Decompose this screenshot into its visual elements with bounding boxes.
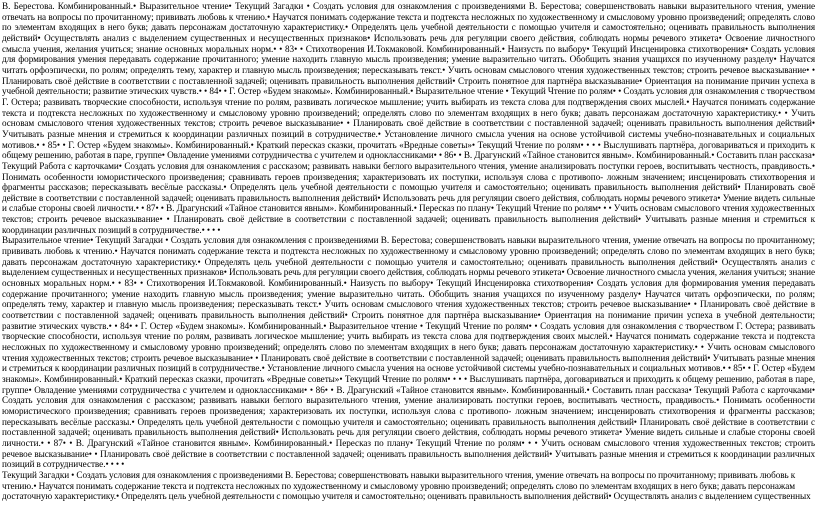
document-paragraph: Текущий Загадки • Создать условия для ознакомления с произведениями В. Берестова; совершенствовать навыки выразительного чтения, умение отвечать на вопросы по прочитанному; прививать любовь к чтению.• Научатся понимать содержание текста и подтекста несложных по художественному и смысловому уровню произведений; определять слово по элементам входящих в него букв; давать персонажам достаточную характеристику.• Определять цель учебной деятельности с помощью учителя и самостоятельно; оценивать правильность выполнения действий• Осуществлять анализ с выделением существенных bbox=[2, 469, 811, 502]
document-paragraph: Выразительное чтение• Текущий Загадки • Создать условия для ознакомления с произведениями В. Берестова; совершенствовать навыки выразительного чтения, умение отвечать на вопросы по прочитанному; прививать любовь к чтению.• Научатся понимать содержание текста и подтекста несложных по художественному и смысловому уровню произведений; определять слово по элементам входящих в него букв; давать персонажам достаточную характеристику.• Определять цель учебной деятельности с помощью учителя и самостоятельно; оценивать правильность выполнения действий• Осуществлять анализ с выделением существенных и несущественных признаков• Использовать речь для регуляции своего действия, соблюдать нормы речевого этикета• Освоение личностного смысла учения, желания учиться; знание основных моральных норм.• • 83• • Стихотворения И.Токмаковой. Комбинированный.• Наизусть по выбору• Текущий Инсценировка стихотворения• Создать условия для формирования умения передавать содержание прочитанного; умение находить главную мысль произведения; умение выразительно читать. Обобщить знания учащихся по изученному разделу• Научатся читать орфоэпически, по ролям; определять тему, характер и главную мысль произведения; пересказывать текст.• Учить основам смыслового чтения художественных текстов; строить речевое высказывание• • Планировать своё действие в соответствии с поставленной задачей; оценивать правильность выполнения действий• Строить понятное для партнёра высказывание• Ориентация на понимание причин успеха в учебной деятельности; развитие этических чувств.• • 84• • Г. Остер «Будем знакомы». Комбинированный.• Выразительное чтение • Текущий Чтение по ролям• • Создать условия для ознакомления с творчеством Г. Остера; развивать творческие способности, используя чтение по ролям, развивать логическое мышление; учить выбирать из текста слова для подтверждения своих мыслей.• Научатся понимать содержание текста и подтекста несложных по художественному и смысловому уровню произведений; определять слово по элементам входящих в него букв; давать персонажам достаточную характеристику.• • Учить основам смыслового чтения художественных текстов; строить речевое высказывание• • Планировать своё действие в соответствии с поставленной задачей; оценивать правильность выполнения действий• Учитывать разные мнения и стремиться к координации различных позиций в сотрудничестве.• Установление личного смысла учения на основе устойчивой системы учебно-познавательных и социальных мотивов.• • 85• • Г. Остер «Будем знакомы». Комбинированный.• Краткий пересказ сказки, прочитать «Вредные советы»• Текущий Чтение по ролям• • • • Выслушивать партнёра, договариваться и приходить к общему решению, работая в паре, группе• Овладение умениями сотрудничества с учителем и одноклассниками• • 86• • В. Драгунский «Тайное становится явным». Комбинированный.• Составить план рассказа• Текущий Работа с карточками• Создать условия для ознакомления с рассказом; развивать навыки беглого выразительного чтения, умение анализировать поступки героев, воспитывать честность, правдивость.• Понимать особенности юмористического произведения; сравнивать героев произведения; характеризовать их поступки, используя слова с противопо- ложным значением; инсценировать стихотворения и фрагменты рассказов; пересказывать весёлые рассказы.• Определять цель учебной деятельности с помощью учителя и самостоятельно; оценивать правильность выполнения действий• Планировать своё действие в соответствии с поставленной задачей; оценивать правильность выполнения действий• Использовать речь для регуляции своего действия, соблюдать нормы речевого этикета• Умение видеть сильные и слабые стороны своей личности.• • 87• • В. Драгунский «Тайное становится явным». Комбинированный.• Пересказ по плану• Текущий Чтение по ролям• • • Учить основам смыслового чтения художественных текстов; строить речевое высказывание• • Планировать своё действие в соответствии с поставленной задачей; оценивать правильность выполнения действий• Учитывать разные мнения и стремиться к координации различных позиций в сотрудничестве.• • • • bbox=[2, 235, 815, 470]
document-paragraph: В. Берестова. Комбинированный.• Выразительное чтение• Текущий Загадки • Создать условия для ознакомления с произведениями В. Берестова; совершенствовать навыки выразительного чтения, умение отвечать на вопросы по прочитанному; прививать любовь к чтению.• Научатся понимать содержание текста и подтекста несложных по художественному и смысловому уровню произведений; определять слово по элементам входящих в него букв; давать персонажам достаточную характеристику.• Определять цель учебной деятельности с помощью учителя и самостоятельно; оценивать правильность выполнения действий• Осуществлять анализ с выделением существенных и несущественных признаков• Использовать речь для регуляции своего действия, соблюдать нормы речевого этикета• Освоение личностного смысла учения, желания учиться; знание основных моральных норм.• • 83• • Стихотворения И.Токмаковой. Комбинированный.• Наизусть по выбору• Текущий Инсценировка стихотворения• Создать условия для формирования умения передавать содержание прочитанного; умение находить главную мысль произведения; умение выразительно читать. Обобщить знания учащихся по изученному разделу• Научатся читать орфоэпически, по ролям; определять тему, характер и главную мысль произведения; пересказывать текст.• Учить основам смыслового чтения художественных текстов; строить речевое высказывание• • Планировать своё действие в соответствии с поставленной задачей; оценивать правильность выполнения действий• Строить понятное для партнёра высказывание• Ориентация на понимание причин успеха в учебной деятельности; развитие этических чувств.• • 84• • Г. Остер «Будем знакомы». Комбинированный.• Выразительное чтение • Текущий Чтение по ролям• • Создать условия для ознакомления с творчеством Г. Остера; развивать творческие способности, используя чтение по ролям, развивать логическое мышление; учить выбирать из текста слова для подтверждения своих мыслей.• Научатся понимать содержание текста и подтекста несложных по художественному и смысловому уровню произведений; определять слово по элементам входящих в него букв; давать персонажам достаточную характеристику.• • Учить основам смыслового чтения художественных текстов; строить речевое высказывание• • Планировать своё действие в соответствии с поставленной задачей; оценивать правильность выполнения действий• Учитывать разные мнения и стремиться к координации различных позиций в сотрудничестве.• Установление личного смысла учения на основе устойчивой системы учебно-познавательных и социальных мотивов.• • 85• • Г. Остер «Будем знакомы». Комбинированный.• Краткий пересказ сказки, прочитать «Вредные советы»• Текущий Чтение по ролям• • • • Выслушивать партнёра, договариваться и приходить к общему решению, работая в паре, группе• Овладение умениями сотрудничества с учителем и одноклассниками• • 86• • В. Драгунский «Тайное становится явным». Комбинированный.• Составить план рассказа• Текущий Работа с карточками• Создать условия для ознакомления с рассказом; развивать навыки беглого выразительного чтения, умение анализировать поступки героев, воспитывать честность, правдивость.• Понимать особенности юмористического произведения; сравнивать героев произведения; характеризовать их поступки, используя слова с противопо- ложным значением; инсценировать стихотворения и фрагменты рассказов; пересказывать весёлые рассказы.• Определять цель учебной деятельности с помощью учителя и самостоятельно; оценивать правильность выполнения действий• Планировать своё действие в соответствии с поставленной задачей; оценивать правильность выполнения действий• Использовать речь для регуляции своего действия, соблюдать нормы речевого этикета• Умение видеть сильные и слабые стороны своей личности.• • 87• • В. Драгунский «Тайное становится явным». Комбинированный.• Пересказ по плану• Текущий Чтение по ролям• • • Учить основам смыслового чтения художественных текстов; строить речевое высказывание• • Планировать своё действие в соответствии с поставленной задачей; оценивать правильность выполнения действий• Учитывать разные мнения и стремиться к координации различных позиций в сотрудничестве.• • • • bbox=[2, 1, 815, 235]
